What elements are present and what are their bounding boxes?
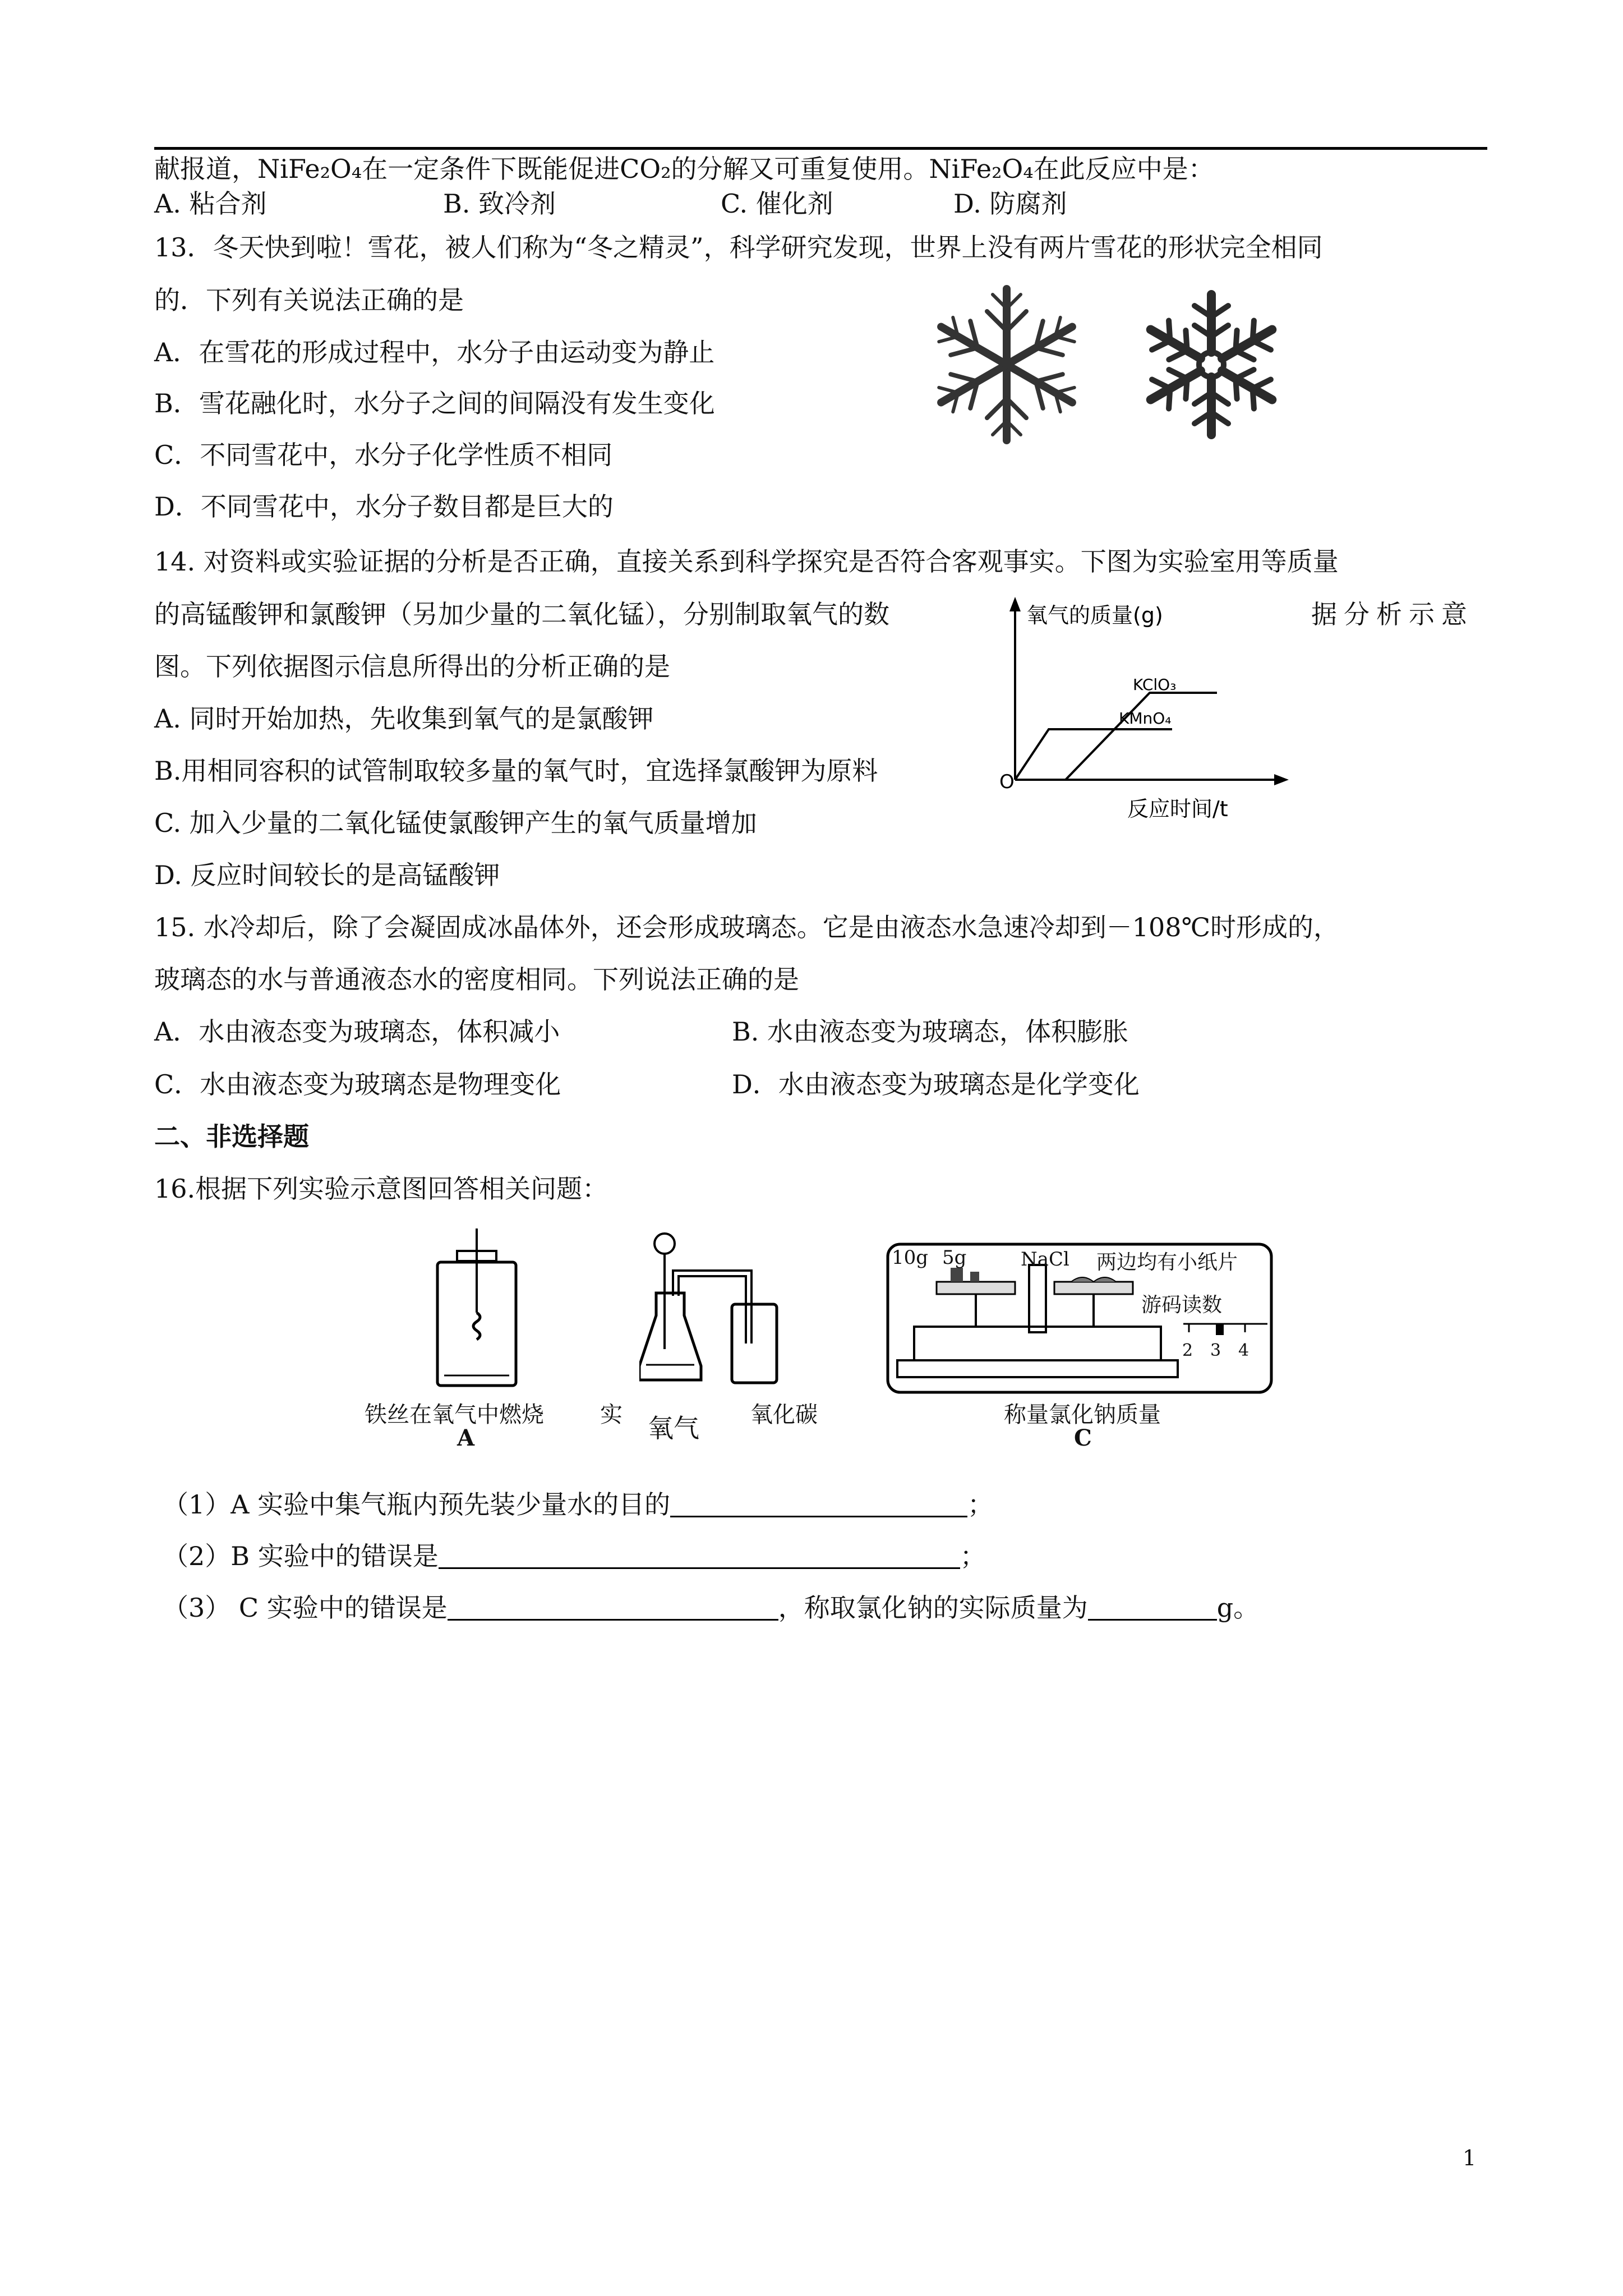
legend-kclo3: KClO₃	[1133, 675, 1177, 694]
q16-sub2	[163, 1543, 986, 1569]
q14-option-a: A. 同时开始加热，先收集到氧气的是氯酸钾	[154, 703, 654, 734]
fig-b-label-2: 氧气	[648, 1413, 699, 1443]
q15-option-c: C．水由液态变为玻璃态是物理变化	[154, 1069, 561, 1099]
q16-stem: 16.根据下列实验示意图回答相关问题：	[154, 1174, 608, 1204]
q13-line1: 13．冬天快到啦！雪花，被人们称为“冬之精灵”，科学研究发现，世界上没有两片雪花的形状完全相同	[154, 232, 1323, 263]
fig-c-nacl: NaCl	[1021, 1248, 1069, 1271]
fig-b-label-1: 实	[600, 1402, 623, 1428]
q15-line1: 15. 水冷却后，除了会凝固成冰晶体外，还会形成玻璃态。它是由液态水急速冷却到－108℃时形成的，	[154, 912, 1340, 942]
q16-sub3-text: （3） C 实验中的错误是	[163, 1593, 448, 1623]
fig-c-weight-5g: 5g	[942, 1246, 967, 1269]
intro-line: 献报道，NiFe₂O₄在一定条件下既能促进CO₂的分解又可重复使用。NiFe₂O₄在此反应中是：	[154, 154, 1214, 184]
series-kmno4-line	[1015, 729, 1172, 780]
snowflake-right-icon	[1142, 295, 1281, 435]
q16-sub2-text: （2）B 实验中的错误是	[163, 1541, 439, 1571]
fig-a-letter: A	[457, 1425, 475, 1451]
q13-option-d: D．不同雪花中，水分子数目都是巨大的	[154, 491, 614, 522]
q15-option-d: D．水由液态变为玻璃态是化学变化	[732, 1069, 1140, 1099]
fig-c-rider-label: 游码读数	[1141, 1294, 1223, 1317]
q16-sub1	[163, 1489, 994, 1520]
fig-a-caption: 铁丝在氧气中燃烧	[365, 1402, 544, 1428]
intro-option-c: C. 催化剂	[721, 188, 833, 219]
oxygen-mass-chart	[987, 589, 1301, 825]
q14-line3: 图。下列依据图示信息所得出的分析正确的是	[154, 651, 670, 682]
q16-sub2-answer-blank[interactable]	[439, 1543, 960, 1569]
q15-line2: 玻璃态的水与普通液态水的密度相同。下列说法正确的是	[154, 964, 799, 995]
q15-option-b: B. 水由液态变为玻璃态，体积膨胀	[732, 1016, 1129, 1047]
q13-option-c: C．不同雪花中，水分子化学性质不相同	[154, 440, 613, 470]
q15-option-a: A．水由液态变为玻璃态，体积减小	[154, 1016, 560, 1047]
fig-c-tick-3: 3	[1210, 1341, 1221, 1360]
intro-option-a: A. 粘合剂	[154, 188, 267, 219]
y-axis-arrow	[1009, 597, 1021, 611]
section-heading: 二、非选择题	[154, 1121, 309, 1152]
series-kclo3-line	[1066, 693, 1217, 780]
fig-c-letter: C	[1074, 1425, 1092, 1451]
chart-xlabel: 反应时间/t	[1127, 797, 1228, 821]
intro-option-d: D. 防腐剂	[953, 188, 1067, 219]
q16-sub3-answer-blank-2[interactable]	[1088, 1594, 1217, 1621]
q16-sub1-text: （1）A 实验中集气瓶内预先装少量水的目的	[163, 1489, 671, 1520]
q16-sub1-end: ；	[967, 1489, 994, 1520]
q13-line2: 的．下列有关说法正确的是	[154, 285, 464, 315]
fig-c-tick-2: 2	[1182, 1341, 1193, 1360]
fig-b-apparatus	[639, 1231, 796, 1388]
q16-sub3	[163, 1594, 1259, 1621]
chart-origin: O	[999, 771, 1015, 793]
q16-sub3-answer-blank-1[interactable]	[448, 1594, 778, 1621]
page-number: 1	[1463, 2146, 1477, 2170]
fig-c-paper-note: 两边均有小纸片	[1096, 1251, 1238, 1274]
q14-line2a: 的高锰酸钾和氯酸钾（另加少量的二氧化锰），分别制取氧气的数	[154, 599, 889, 629]
fig-a-gas-jar	[432, 1228, 522, 1391]
q16-sub1-answer-blank[interactable]	[670, 1491, 967, 1517]
header-rule	[154, 147, 1487, 150]
q14-option-c: C. 加入少量的二氧化锰使氯酸钾产生的氧气质量增加	[154, 808, 757, 838]
fig-c-tick-4: 4	[1238, 1341, 1249, 1360]
snowflake-left-icon	[932, 289, 1082, 440]
q16-sub2-end: ；	[960, 1541, 986, 1571]
q13-option-a: A．在雪花的形成过程中，水分子由运动变为静止	[154, 337, 715, 367]
q16-sub3-mid: ，称取氯化钠的实际质量为	[778, 1593, 1088, 1623]
q14-option-b: B.用相同容积的试管制取较多量的氧气时，宜选择氯酸钾为原料	[154, 756, 878, 786]
fig-b-label-3: 氧化碳	[750, 1402, 818, 1428]
q14-option-d: D. 反应时间较长的是高锰酸钾	[154, 860, 500, 890]
fig-c-weight-10g: 10g	[892, 1246, 929, 1269]
snowflake-figure	[909, 283, 1301, 452]
q14-line1: 14. 对资料或实验证据的分析是否正确，直接关系到科学探究是否符合客观事实。下图为实验室用等质量	[154, 546, 1339, 577]
legend-kmno4: KMnO₄	[1119, 709, 1172, 728]
fig-c-caption: 称量氯化钠质量	[1004, 1402, 1161, 1428]
q14-line2b: 据分析示意	[1311, 599, 1474, 629]
intro-option-b: B. 致冷剂	[443, 188, 556, 219]
q16-sub3-end: g。	[1216, 1593, 1260, 1623]
x-axis-arrow	[1274, 774, 1289, 785]
q13-option-b: B．雪花融化时，水分子之间的间隔没有发生变化	[154, 388, 715, 418]
chart-ylabel: 氧气的质量(g)	[1026, 603, 1163, 628]
